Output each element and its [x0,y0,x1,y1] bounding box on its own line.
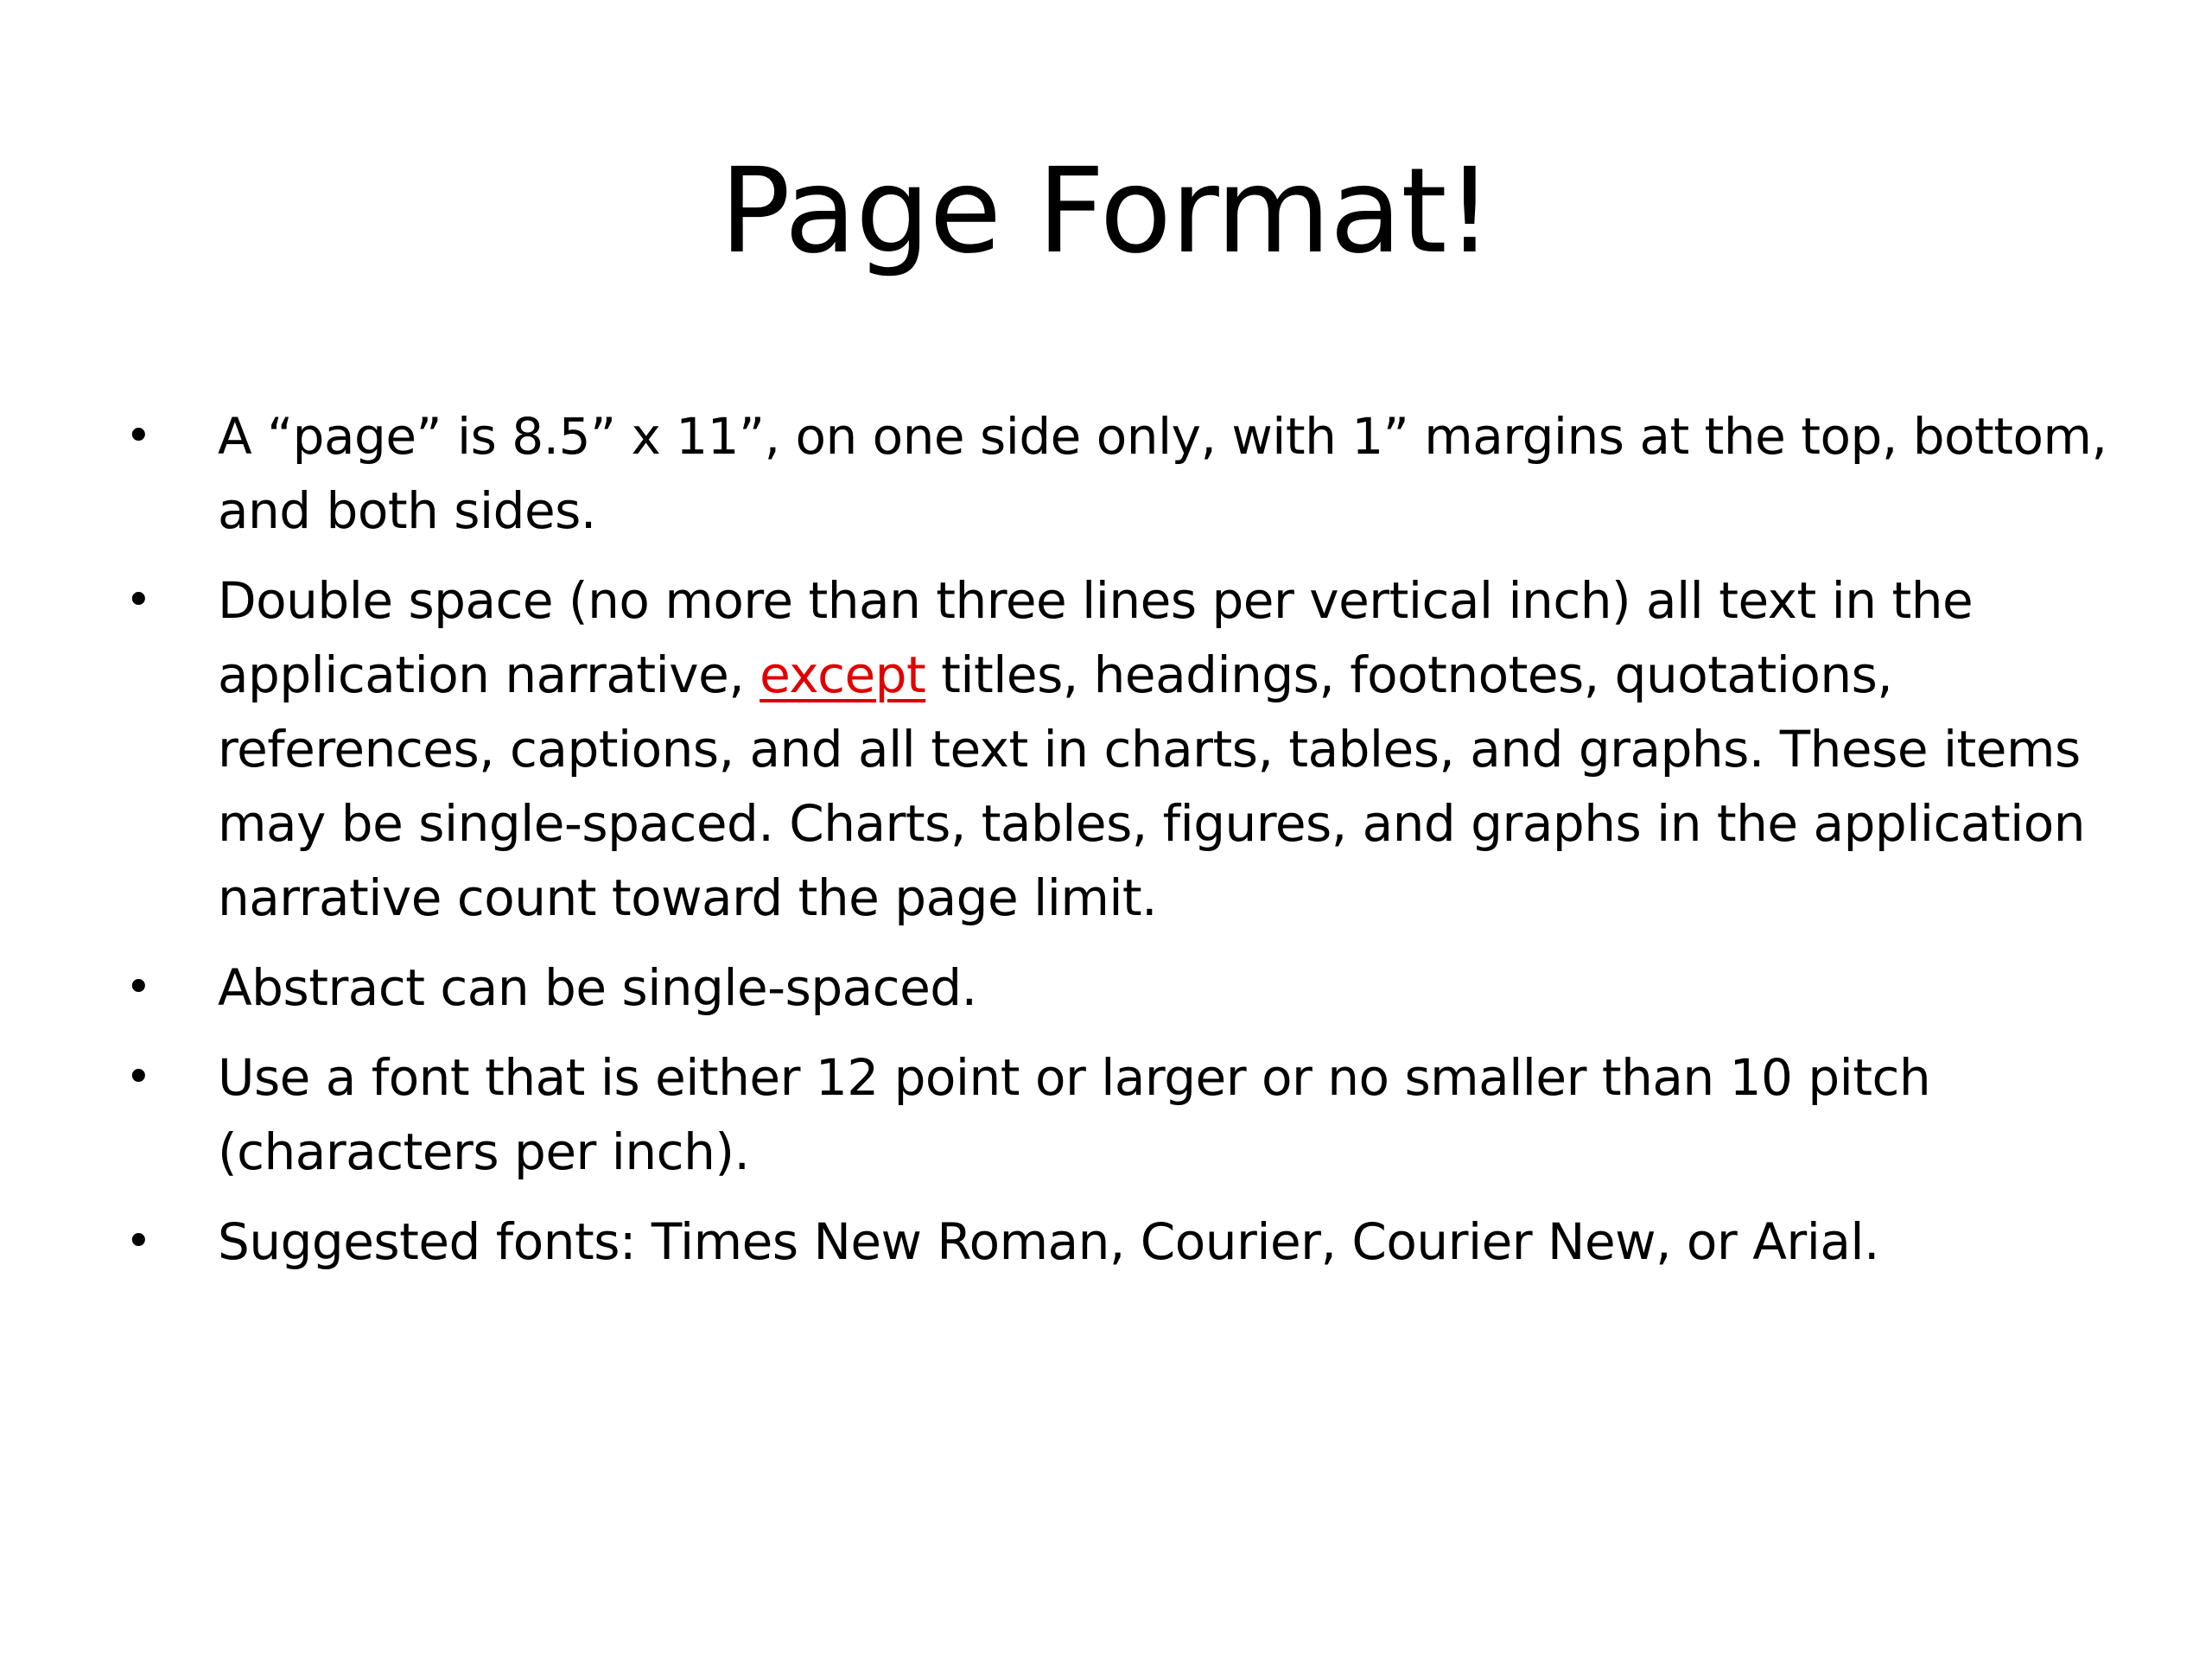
bullet-list [125,399,2156,1294]
except-link[interactable]: except [760,645,926,704]
list-item [125,950,2156,1025]
list-item [125,1040,2156,1189]
bullet-icon: • [125,1216,152,1268]
bullet-icon: • [125,410,152,462]
list-item [125,563,2156,935]
bullet-text: Use a font that is either 12 point or larger or no smaller than 10 pitch (characters per inch). [218,1048,1931,1181]
bullet-text-before: Double space (no more than three lines per vertical inch) all text in the application narrative, [218,571,1974,704]
bullet-text-after: titles, headings, footnotes, quotations, references, captions, and all text in charts, tables, and graphs. These items may be single-spaced. Charts, tables, figures, and graphs in the application narrative count toward the page limit. [218,645,2085,927]
bullet-icon: • [125,1052,152,1103]
bullet-icon: • [125,575,152,626]
bullet-text: Abstract can be single-spaced. [218,958,977,1017]
slide-title: Page Format! [719,143,1493,280]
bullet-text: A “page” is 8.5” x 11”, on one side only, with 1” margins at the top, bottom, and both sides. [218,407,2107,540]
list-item [125,399,2156,548]
bullet-text: Suggested fonts: Times New Roman, Courier, Courier New, or Arial. [218,1212,1879,1271]
list-item [125,1205,2156,1279]
bullet-icon: • [125,962,152,1014]
